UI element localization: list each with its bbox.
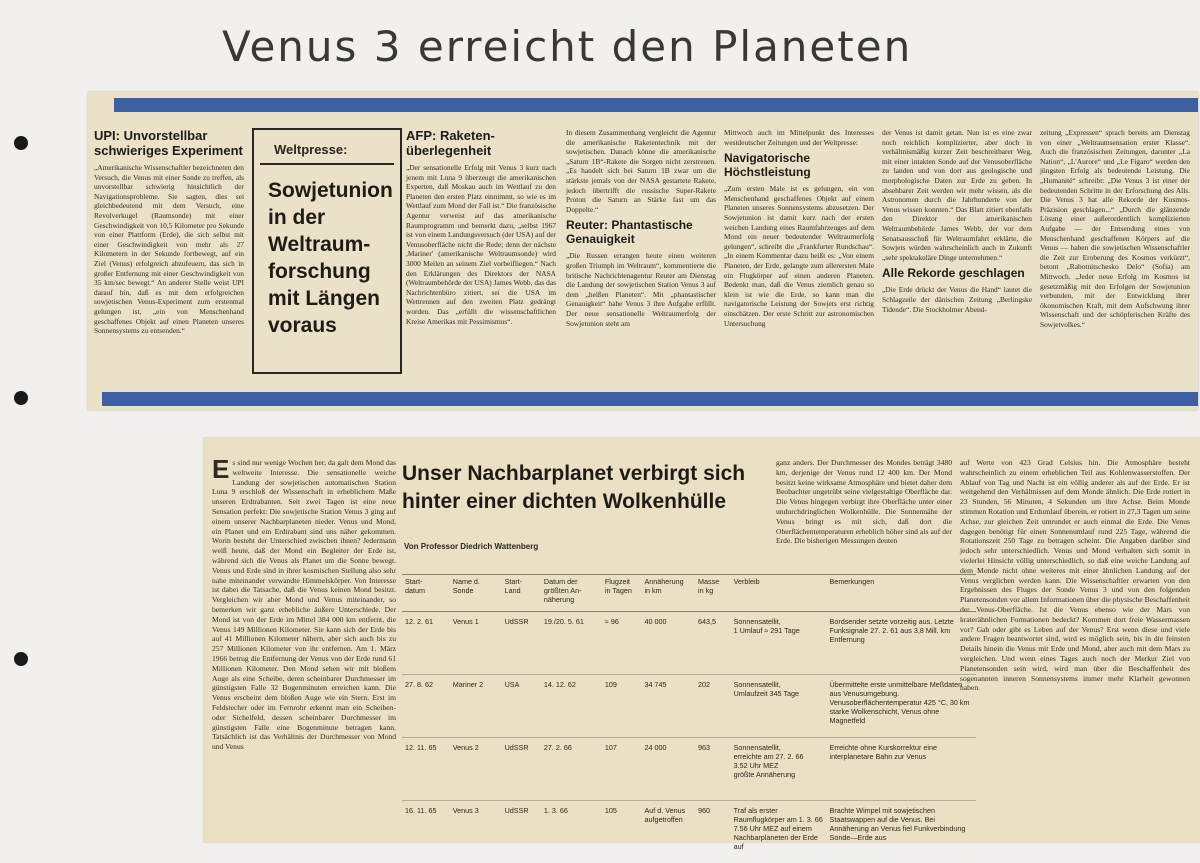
column-heading: Navigatorische Höchstleistung <box>724 151 874 179</box>
table-header-cell: Datum der größten An- näherung <box>541 575 602 612</box>
table-cell: 1. 3. 66 <box>541 801 602 863</box>
table-cell: USA <box>502 675 541 738</box>
table-row <box>402 612 976 675</box>
page-title: Venus 3 erreicht den Planeten <box>222 22 912 71</box>
column-heading: AFP: Raketen- überlegenheit <box>406 128 556 158</box>
table-cell: 27. 8. 62 <box>402 675 450 738</box>
column-rekorde <box>882 128 1032 398</box>
binder-hole <box>14 136 28 150</box>
table-cell: 963 <box>695 738 731 801</box>
table-cell: Übermittelte erste unmittelbare Meßdaten aus Venusumgebung. Venusoberflächentemperatur 425 °C, 30 km starke Wolkenschicht, Venus ohne Magnetfeld <box>827 675 976 738</box>
clipping-weltpresse <box>88 92 1198 410</box>
table-cell: 107 <box>602 738 642 801</box>
table-cell: Sonnensatellit, 1 Umlauf ≈ 291 Tage <box>731 612 827 675</box>
table-cell: UdSSR <box>502 801 541 863</box>
column-text: „Amerikanische Wissenschaftler bezeichneten den Versuch, die Venus mit einer Sonde zu treffen, als unvorstellbar schwierig hinsichtlich der Navigationsprobleme. Sie sagten, dies sei gleichbedeutend mit dem Versuch, eine Revolverkugel (Raumsonde) mit einer Geschwindigkeit von 10,5 Kilometer pro Sekunde von einer Plattform (Erde), die sich selbst mit einer Geschwindigkeit von mehr als 27 Kilometern in der Sekunde fortbewegt, auf ein Ziel (Venus) erfolgreich abzufeuern, das sich in großer Entfernung mit einer Geschwindigkeit von 35 km/sec bewegt.“ An anderer Stelle weist UPI darauf hin, daß es mit dem erfolgreichen sowjetischen Venus-Experiment zum erstenmal gelungen ist, „ein von Menschenhand geschaffenes Objekt auf einen Planeten unseres Sonnensystems zu entsenden.“ <box>94 163 244 336</box>
probe-table <box>402 574 976 863</box>
table-cell: Venus 1 <box>450 612 502 675</box>
column-navigation <box>724 128 874 398</box>
column-heading: UPI: Unvorstellbar schwieriges Experiment <box>94 128 244 158</box>
table-cell: 960 <box>695 801 731 863</box>
table-row <box>402 738 976 801</box>
table-cell: Bordsender setzte vorzeitig aus. Letzte Funksignale 27. 2. 61 aus 3,8 Mill. km Entfernung <box>827 612 976 675</box>
table-header-cell: Bemerkungen <box>827 575 976 612</box>
table-cell: 202 <box>695 675 731 738</box>
column-upi <box>94 128 244 398</box>
table-header-cell: Start- datum <box>402 575 450 612</box>
column-heading: Alle Rekorde geschlagen <box>882 266 1032 280</box>
table-cell: 27. 2. 66 <box>541 738 602 801</box>
column-text: auf Werte von 423 Grad Celsius hin. Die Atmosphäre besteht wahrscheinlich zu einem erheblichen Teil aus Kohlenwasserstoffen. Der Ablauf von Tag und Nacht ist ein völlig anderer als auf der Erde. Er ist weitgehend den Verhältnissen auf dem Monde ähnlich. Die Erde rotiert in 23 Stunden, 56 Minuten, 4 Sekunden um ihre Achse. Beim Monde stimmen Rotation und Erdumlauf überein, er rotiert in 27,3 Tagen um seine Achse, zur gleichen Zeit umrundet er auch einmal die Erde. Die Venus dagegen benötigt für einen Sonnenumlauf rund 225 Tage, während die Rotationszeit 250 Tage zu betragen scheint. Die Angaben darüber sind jedoch sehr unterschiedlich. Venus und Mond verhalten sich somit in vielerlei Hinsicht völlig unterschiedlich, so daß eine weiche Landung auf dem Monde nicht ohne weiteres mit einer ähnlichen Landung auf der Venus verglichen werden kann. Die Wissenschaftler erwarten von den Ergebnissen des Fluges der Sonde Venus 3 und von den folgenden Planetensonden vor allem Informationen über die physische Beschaffenheit der Venus-Oberfläche. Ist die Venus ebenso wie der Mars von kraterähnlichen Formationen bedeckt? Kommen dort freie Wassermassen vor? Gab oder gibt es Leben auf der Venus? Erst wenn diese und viele andere Fragen beantwortet sind, wird es möglich sein, bis in die feinsten Details hinein die Venus mit Erde und Mond, aber auch mit dem Mars zu vergleichen. Und wenn eines Tages auch noch der Merkur Ziel von Planetensonden sein wird, wird man über die Beschaffenheit des sogenannten inneren Sonnensystems immer mehr Klarheit gewonnen haben. <box>960 458 1190 693</box>
table-header-cell: Annäherung in km <box>641 575 695 612</box>
binder-hole <box>14 652 28 666</box>
binder-hole <box>14 391 28 405</box>
clipping-nachbarplanet <box>204 438 1200 842</box>
column-text: In diesem Zusammenhang vergleicht die Agentur die amerikanische Raketentechnik mit der sowjetischen. Danach könne die amerikanische „Saturn 1B“-Rakete die Sorgen nicht zerstreuen. „Es handelt sich bei Saturn 1B zwar um die stärkste jemals von der NASA gestartete Rakete, jedoch übertrifft die russische Super-Rakete Proton die Saturn an Stärke fast um das Doppelte.“ <box>566 128 716 214</box>
table-cell: 12. 2. 61 <box>402 612 450 675</box>
table-header-cell: Start- Land <box>502 575 541 612</box>
headline-box <box>252 128 402 374</box>
table-header-cell: Name d. Sonde <box>450 575 502 612</box>
table-cell: ≈ 96 <box>602 612 642 675</box>
column-heading: Reuter: Phantastische Genauigkeit <box>566 218 716 246</box>
column-text: der Venus ist damit getan. Nun ist es eine zwar noch reichlich komplizierter, aber doch in verhältnismäßig kurzer Zeit beschreitbarer Weg, mit einer intakten Sonde auf der Venusoberfläche zu landen und von dort aus geologische und morphologische Daten zur Erde zu geben. In absehbarer Zeit werden wir mehr wissen, als die Astronomen durch die Jahrhunderte von der Venus wissen konnten.“ Das Blatt zitiert ebenfalls den Direktor der amerikanischen Weltraumbehörde James Webb, der vor dem Senatsausschuß für Weltraumfahrt erklärte, die Sowjets würden wahrscheinlich auch in Zukunft „sehr spektakuläre Dinge unternehmen.“ <box>882 128 1032 262</box>
table-body <box>402 612 976 863</box>
table-cell: Sonnensatellit, erreichte am 27. 2. 66 3.52 Uhr MEZ größte Annäherung <box>731 738 827 801</box>
column-text: Mittwoch auch im Mittelpunkt des Interesses westdeutscher Zeitungen und der Weltpresse: <box>724 128 874 147</box>
table-cell: 19./20. 5. 61 <box>541 612 602 675</box>
table-header-cell: Masse in kg <box>695 575 731 612</box>
table-header-row <box>402 575 976 612</box>
table-cell: 105 <box>602 801 642 863</box>
column-afp <box>406 128 556 398</box>
table-row <box>402 675 976 738</box>
article-headline: Unser Nachbarplanet verbirgt sich hinter einer dichten Wolkenhülle <box>402 460 772 516</box>
table-cell: 34 745 <box>641 675 695 738</box>
table-cell: 24 000 <box>641 738 695 801</box>
table-row <box>402 801 976 863</box>
box-headline: Sowjetunion in der Weltraum- forschung mit Längen voraus <box>254 165 400 339</box>
column-text: „Die Erde drückt der Venus die Hand“ lautet die Schlagzeile der dänischen Zeitung „Berlingske Tidende“. Die Stockholmer Abend- <box>882 285 1032 314</box>
table-cell: UdSSR <box>502 738 541 801</box>
blue-rule <box>114 98 1198 112</box>
column-text: „Zum ersten Male ist es gelungen, ein von Menschenhand geschaffenes Objekt auf einem Planeten unseres Sonnensystems abzusetzen. Der Sowjetunion ist damit kurz nach der ersten weichen Landung eines Raumfahrzeuges auf dem Mond ein neuer bedeutender Weltraumerfolg gelungen“, schreibt die „Frankfurter Rundschau“. „In einem Kommentar dazu heißt es: „Von einem Planeten, der Erde, gelangte zum allerersten Male ein Flugkörper auf einen anderen Planeten. Bedenkt man, daß die Venus ziemlich genau so klein ist wie die Erde, so kann man die navigatorische Leistung der Sowjets erst richtig einschätzen. Der erste Schritt zur astronomischen Untersuchung <box>724 184 874 328</box>
table-cell: 16. 11. 65 <box>402 801 450 863</box>
table-cell: 643,5 <box>695 612 731 675</box>
table-cell: 14. 12. 62 <box>541 675 602 738</box>
column-middle <box>776 458 952 570</box>
table-cell: 40 000 <box>641 612 695 675</box>
table-cell: Venus 3 <box>450 801 502 863</box>
column-text: „Die Russen errangen heute einen weiteren großen Triumph im Weltraum“, kommentierte die britische Nachrichtenagentur Reuter am Dienstag die Landung der sowjetischen Station Venus 3 auf dem „heißen Planeten“. Mit „phantastischer Genauigkeit“ habe Venus 3 ihre Aufgabe erfüllt. Der neue sensationelle Weltraumerfolg der Sowjetunion steht am <box>566 251 716 328</box>
table-cell: Venus 2 <box>450 738 502 801</box>
column-intro <box>212 458 396 838</box>
column-text: zeitung „Expressen“ sprach bereits am Dienstag von einer „Weltraumsensation erster Klasse“. Auch die französischen Zeitungen, darunter „La Nation“, „L'Aurore“ und „Le Figaro“ werden den jüngsten Erfolg als bedeutende Leistung. Die „Humanité“ schreibt: „Die Venus 3 ist einer der bedeutenden Schritte in der Erforschung des Alls. Die Venus 3 hat alle Rekorde der Kosmos-Präzision geschlagen...“ „Durch die glänzende Lösung einer außerordentlich komplizierten Aufgabe — der Entsendung eines von Menschenhand geschaffenen Körpers auf die Venus — haben die sowjetischen Wissenschaftler die Zeit zur Eroberung des Kosmos verkürzt“, betont „Rabotnitschesko Delo“ (Sofia) am Mittwoch. „Jeder neue Erfolg im Kosmos ist gesetzmäßig mit den Erfolgen der Sowjetunion verbunden, mit der Entwicklung ihrer ökonomischen Kraft, mit dem Aufschwung ihrer Wissenschaft und der schöpferischen Kräfte des Sowjetvolkes.“ <box>1040 128 1190 329</box>
table-cell: Sonnensatellit, Umlaufzeit 345 Tage <box>731 675 827 738</box>
column-right <box>960 458 1190 838</box>
table-cell: Mariner 2 <box>450 675 502 738</box>
table-cell: 12. 11. 65 <box>402 738 450 801</box>
column-expressen <box>1040 128 1190 398</box>
article-byline: Von Professor Diedrich Wattenberg <box>404 542 538 551</box>
table-cell: 109 <box>602 675 642 738</box>
table-header-cell: Verbleib <box>731 575 827 612</box>
table-cell: Auf d. Venus aufgetroffen <box>641 801 695 863</box>
table-cell: Brachte Wimpel mit sowjetischen Staatswappen auf die Venus. Bei Annäherung an Venus fiel Funkverbindung Sonde—Erde aus <box>827 801 976 863</box>
column-text: ganz anders. Der Durchmesser des Mondes beträgt 3480 km, derjenige der Venus rund 12 400 km. Der Mond besitzt keine wirksame Atmosphäre und bietet daher dem Beobachter ungetrübt seine vielgestaltige Oberfläche dar. Die Venus hingegen verbirgt ihre Oberfläche unter einer undurchdringlichen Wolkenhülle. Die Sonnennähe der Venus bringt es mit sich, daß dort die Oberflächentemperaturen erheblich höher sind als auf der Erde. Die bisherigen Messungen deuten <box>776 458 952 546</box>
table-cell: UdSSR <box>502 612 541 675</box>
column-reuter <box>566 128 716 398</box>
box-tag: Weltpresse: <box>260 136 394 165</box>
table-cell: Erreichte ohne Kurskorrektur eine interplanetare Bahn zur Venus <box>827 738 976 801</box>
table-cell: Traf als erster Raumflugkörper am 1. 3. 66 7.56 Uhr MEZ auf einem Nachbarplaneten der Erde auf <box>731 801 827 863</box>
table-header-cell: Flugzeit in Tagen <box>602 575 642 612</box>
column-text: s sind nur wenige Wochen her, da galt dem Mond das weltweite Interesse. Die sensationelle weiche Landung der sowjetischen automatischen Station Luna 9 erschloß der Wissenschaft in erheblichem Maße unseren Erdtrabanten. Seit zwei Tagen ist eine neue Sensation perfekt: Die sowjetische Station Venus 3 ging auf einem unserer Nachbarplaneten nieder. Venus und Mond, ein Planet und ein Erdtrabant sind uns näher gekommen. Worin besteht der Unterschied zwischen ihnen? Jedermann weiß heute, daß der Mond ein Begleiter der Erde ist, während sich die Venus als Planet um die Sonne bewegt. Venus und Erde sind in ihrer kosmischen Stellung also sehr nahe miteinander verwandte Himmelskörper. Von Interesse ist dabei die Tatsache, daß die Venus keinen Mond besitzt. Vergleichen wir aber Mond und Venus miteinander, so bemerken wir ganz erhebliche äußere Unterschiede. Der Mond ist von der Erde im Mittel 384 000 km entfernt, die Venus 149 Millionen Kilometer. Sie kann sich der Erde bis auf 41 Millionen Kilometer nähern, aber sich auch bis zu 257 Millionen Kilometer von ihr entfernen. Am 1. März 1966 betrug die Entfernung der Venus von der Erde rund 61 Millionen Kilometer. Den Mond sehen wir mit bloßem Auge als eine Scheibe, deren scheinbarer Durchmesser im günstigsten Falle 32 Bogenminuten erreichen kann. Die Venus erscheint dem bloßen Auge wie ein Stern. Erst im Feldstecher oder im Fernrohr erkennt man ein Scheiben- oder Sichelfeld, dessen scheinbarer Durchmesser im günstigsten Falle eine Bogenminute betragen kann. Tatsächlich ist das Verhältnis der Durchmesser von Mond und Venus <box>212 458 396 751</box>
column-text: „Der sensationelle Erfolg mit Venus 3 kurz nach jenem mit Luna 9 überzeugt die amerikanischen Experten, daß Moskau auch im Wettlauf zu den Planeten den ersten Platz einnimmt, so wie es im Wettlauf zum Mond der Fall ist.“ Die französische Agentur verweist auf das amerikanische Raumprogramm und bemerkt dazu, „selbst 1967 ist von einem Landungsversuch (der USA) auf der Venusoberfläche nicht die Rede; denn der nächste ,Mariner' (amerikanische Weltraumsonde) wird 3000 Meilen an seinem Ziel vorbeifliegen.“ Nach den Erklärungen des Direktors der NASA (Weltraumbehörde der USA) James Webb, das das Nachrichtenbüro zitiert, sei die USA im Wettrennen auf den zweiten Platz gedrängt worden. Das „erfüllt die wissenschaftlichen Kreise Amerikas mit Pessimismus“. <box>406 163 556 326</box>
drop-cap: E <box>212 458 229 480</box>
